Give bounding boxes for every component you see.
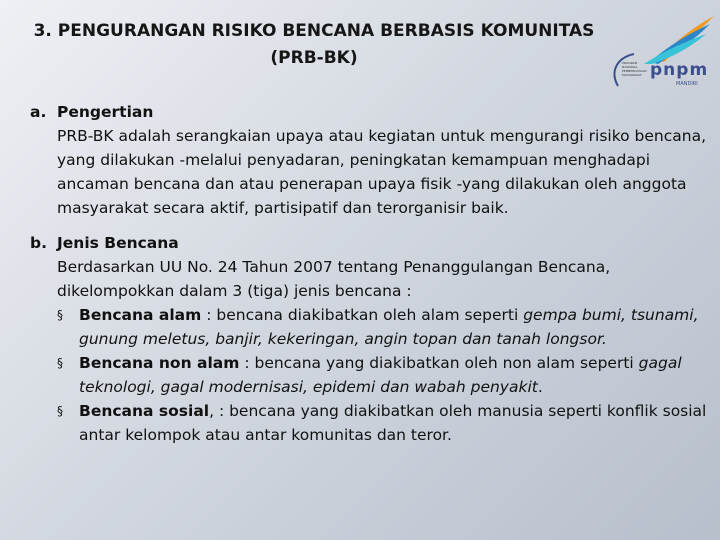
title-line-1: 3. PENGURANGAN RISIKO BENCANA BERBASIS KOMUNITAS — [33, 21, 595, 41]
section-b-letter: b. — [30, 234, 47, 252]
logo-small-text: PROGRAM NASIONAL PEMBERDAYAAN MASYARAKAT — [622, 61, 647, 77]
section-b-heading: Jenis Bencana — [57, 234, 179, 252]
item-term: Bencana alam — [79, 306, 202, 324]
bullet-icon: § — [57, 308, 63, 322]
item-examples: gempa bumi, tsunami, gunung meletus, banjir, kekeringan, angin topan dan tanah longsor. — [79, 306, 699, 348]
section-b — [30, 231, 710, 447]
logo-wordmark: pnpm — [650, 60, 709, 80]
item-desc: : bencana yang diakibatkan oleh non alam seperti — [239, 354, 639, 372]
bullet-icon: § — [57, 356, 63, 370]
section-a-text: PRB-BK adalah serangkaian upaya atau kegiatan untuk mengurangi risiko bencana, yang dilakukan -melalui penyadaran, peningkatan kemampuan menghadapi ancaman bencana dan atau penerapan upaya fisik -yang dilakukan oleh anggota masyarakat secara aktif, partisipatif dan terorganisir baik. — [57, 127, 707, 217]
item-tail: . — [537, 378, 543, 396]
slide-content — [30, 100, 710, 447]
item-term: Bencana non alam — [79, 354, 240, 372]
disaster-type-list — [57, 303, 710, 447]
section-a — [30, 100, 710, 220]
item-term: Bencana sosial — [79, 402, 210, 420]
list-item — [57, 399, 710, 447]
logo-subtext: MANDIRI — [676, 81, 698, 87]
section-a-heading: Pengertian — [57, 103, 154, 121]
list-item — [57, 303, 710, 351]
bullet-icon: § — [57, 404, 63, 418]
section-a-letter: a. — [30, 103, 47, 121]
list-item — [57, 351, 710, 399]
title-line-2: (PRB-BK) — [270, 48, 358, 68]
section-b-intro: Berdasarkan UU No. 24 Tahun 2007 tentang Penanggulangan Bencana, dikelompokkan dalam 3 (tiga) jenis bencana : — [57, 258, 611, 300]
item-desc: : bencana diakibatkan oleh alam seperti — [201, 306, 524, 324]
item-examples: gagal teknologi, gagal modernisasi, epidemi dan wabah penyakit — [79, 354, 682, 396]
slide-title — [14, 18, 614, 72]
pnpm-logo — [606, 14, 716, 92]
item-desc: , : bencana yang diakibatkan oleh manusia seperti konflik sosial antar kelompok atau antar komunitas dan teror. — [79, 402, 707, 444]
